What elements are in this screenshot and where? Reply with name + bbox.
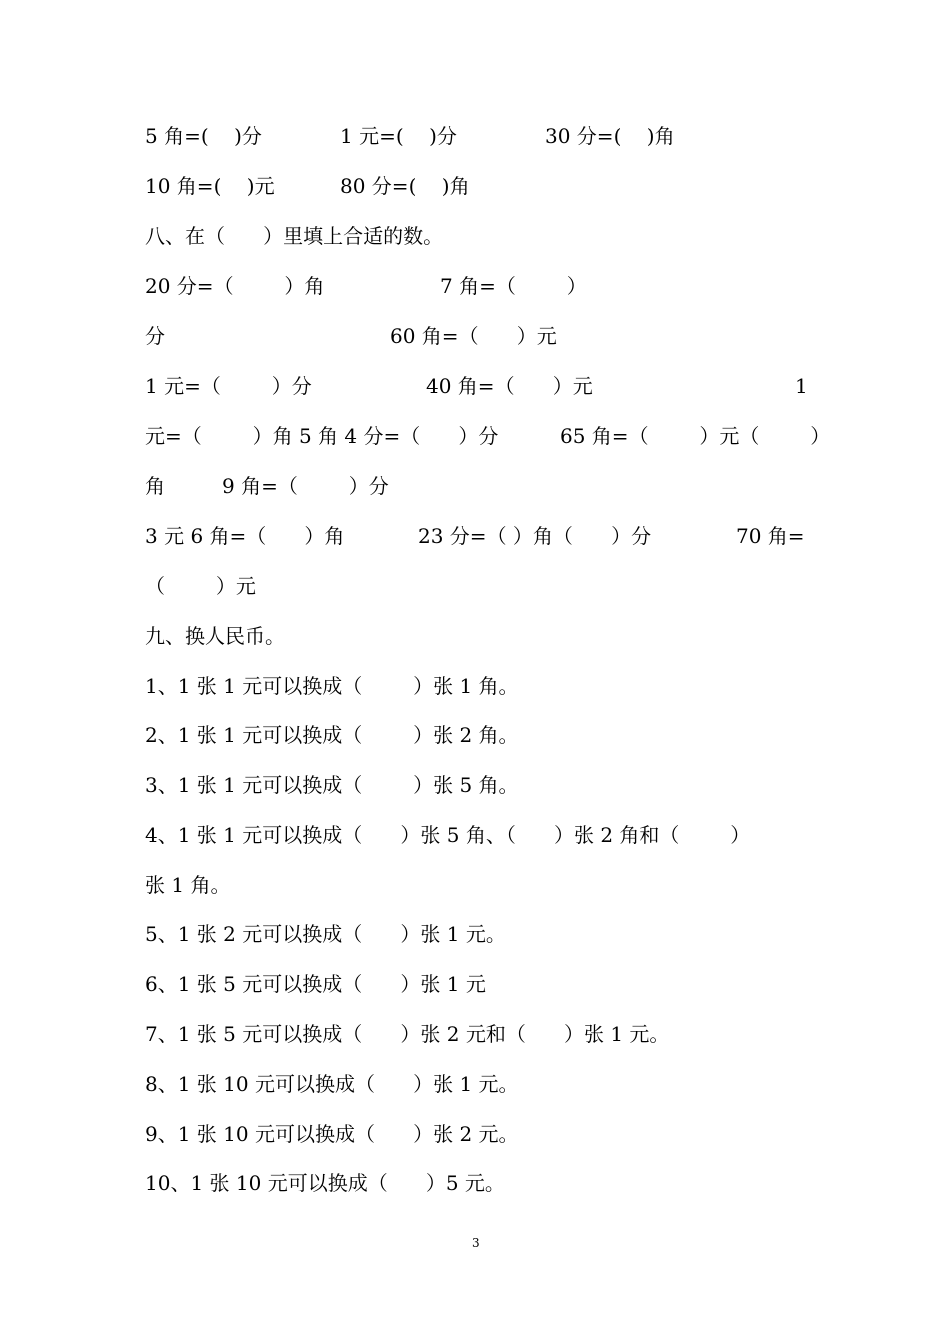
exchange-item: 7、1 张 5 元可以换成（ ）张 2 元和（ ）张 1 元。 <box>145 1022 670 1046</box>
page-number: 3 <box>472 1236 480 1250</box>
money-fill-item: 80 分=( )角 <box>340 174 470 198</box>
money-fill-item: 10 角=( )元 <box>145 174 275 198</box>
exchange-item: 1、1 张 1 元可以换成（ ）张 1 角。 <box>145 674 519 698</box>
exchange-item: 5、1 张 2 元可以换成（ ）张 1 元。 <box>145 922 506 946</box>
fill-blank-item: 9 角=（ ）分 <box>222 474 389 498</box>
fill-blank-item: 60 角=（ ）元 <box>390 324 557 348</box>
fill-blank-item: （ ）元 <box>145 574 256 598</box>
exchange-item: 9、1 张 10 元可以换成（ ）张 2 元。 <box>145 1122 519 1146</box>
exchange-item: 张 1 角。 <box>145 873 231 897</box>
fill-blank-item: 1 元=（ ）分 <box>145 374 312 398</box>
fill-blank-item: 70 角= <box>736 524 805 548</box>
fill-blank-item: 7 角=（ ） <box>440 274 587 298</box>
fill-blank-item: 元=（ ）角 5 角 4 分=（ ）分 <box>145 424 499 448</box>
money-fill-item: 1 元=( )分 <box>340 124 457 148</box>
fill-blank-item: 3 元 6 角=（ ）角 <box>145 524 345 548</box>
fill-blank-item: 分 <box>145 324 165 348</box>
fill-blank-item: 角 <box>145 474 165 498</box>
money-fill-item: 30 分=( )角 <box>545 124 675 148</box>
fill-blank-item: 1 <box>795 374 808 398</box>
exchange-item: 10、1 张 10 元可以换成（ ）5 元。 <box>145 1171 505 1195</box>
fill-blank-item: 40 角=（ ）元 <box>426 374 593 398</box>
exchange-item: 2、1 张 1 元可以换成（ ）张 2 角。 <box>145 723 519 747</box>
section-8-title: 八、在（ ）里填上合适的数。 <box>145 224 444 248</box>
fill-blank-item: 23 分=（ ）角（ ）分 <box>418 524 652 548</box>
section-9-title: 九、换人民币。 <box>145 624 285 648</box>
exchange-item: 4、1 张 1 元可以换成（ ）张 5 角、（ ）张 2 角和（ ） <box>145 823 751 847</box>
money-fill-item: 5 角=( )分 <box>145 124 262 148</box>
fill-blank-item: 65 角=（ ）元（ ） <box>560 424 831 448</box>
exchange-item: 8、1 张 10 元可以换成（ ）张 1 元。 <box>145 1072 519 1096</box>
exchange-item: 3、1 张 1 元可以换成（ ）张 5 角。 <box>145 773 519 797</box>
exchange-item: 6、1 张 5 元可以换成（ ）张 1 元 <box>145 972 486 996</box>
fill-blank-item: 20 分=（ ）角 <box>145 274 325 298</box>
